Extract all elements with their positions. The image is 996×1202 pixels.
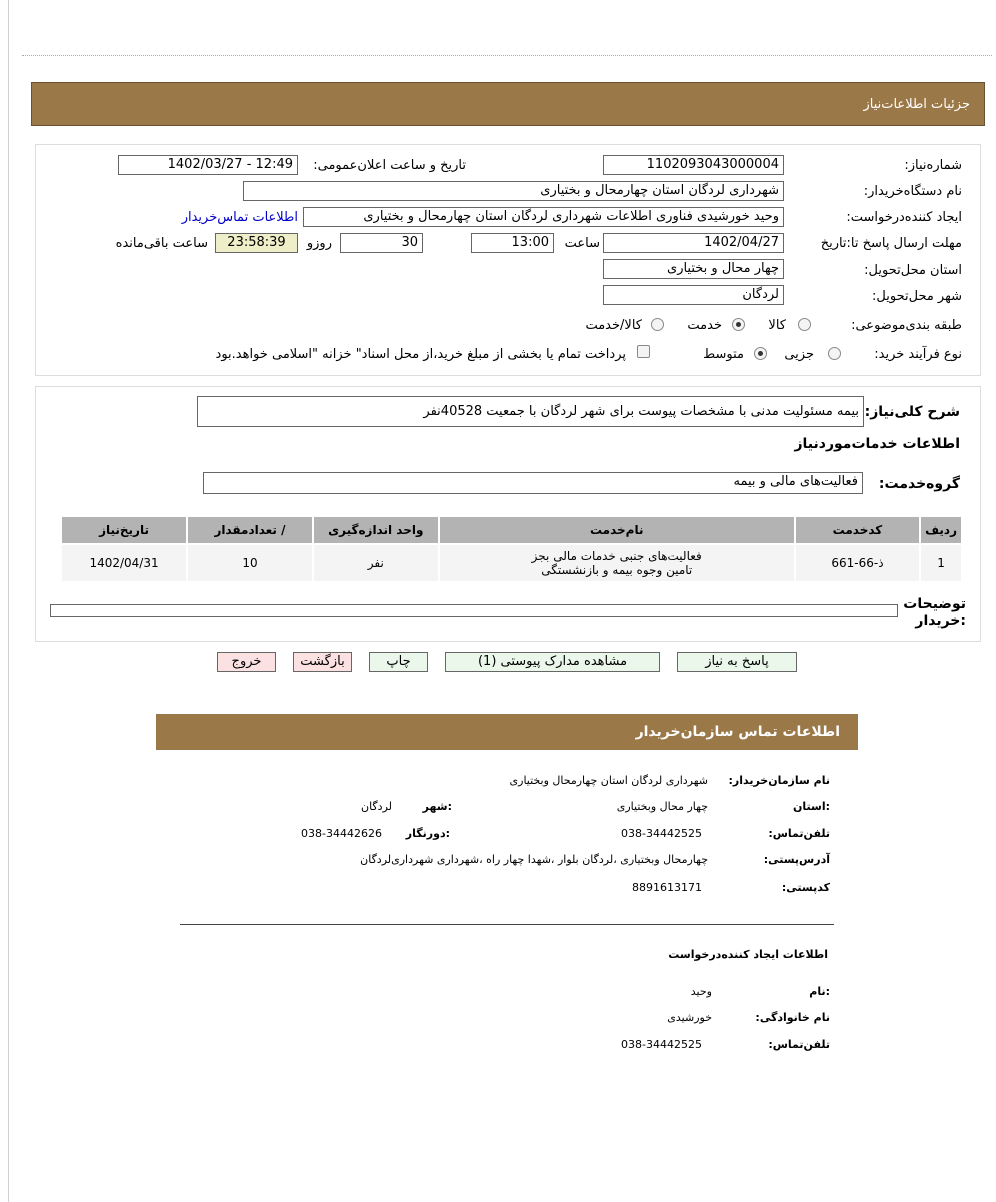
buyer-label: نام دستگاه‌خریدار: — [863, 184, 962, 199]
group-field: فعالیت‌های مالی و بیمه — [203, 472, 863, 494]
category-label: طبقه بندی‌موضوعی: — [851, 318, 962, 333]
cell-unit: نفر — [314, 545, 438, 581]
creator-name-value: وحید — [690, 985, 712, 998]
table-header-row — [62, 517, 961, 543]
buyer-contact-link[interactable]: اطلاعات تماس‌خریدار — [181, 210, 298, 225]
process-option-medium: متوسط — [703, 347, 744, 362]
reply-button[interactable]: پاسخ به نیاز — [677, 652, 797, 672]
remaining-time-field: 23:58:39 — [215, 233, 298, 253]
payment-note: پرداخت تمام یا بخشی از مبلغ خرید،از محل اسناد" خزانه "اسلامی خواهد‌.بود — [215, 347, 626, 362]
attachments-button[interactable]: مشاهده مدارک پیوستی (1) — [445, 652, 660, 672]
announce-label: تاریخ و ساعت اعلان‌عمومی: — [313, 158, 466, 173]
creator-family-label: نام خانوادگی: — [755, 1011, 830, 1024]
announce-field: 1402/03/27 - 12:49 — [118, 155, 298, 175]
phone-value: 038-34442525 — [621, 827, 702, 840]
days-label: روزو — [306, 236, 332, 251]
remaining-label: ساعت باقی‌مانده — [115, 236, 208, 251]
category-radio-service[interactable] — [732, 318, 745, 331]
cell-code: ذ-66-661 — [796, 545, 919, 581]
creator-phone-value: 038-34442525 — [621, 1038, 702, 1051]
payment-checkbox[interactable] — [637, 345, 650, 358]
category-radio-goods[interactable] — [798, 318, 811, 331]
services-title: اطلاعات خدمات‌موردنیاز — [794, 436, 960, 452]
city-contact-value: لردگان — [361, 800, 392, 813]
summary-field: بیمه مسئولیت مدنی با مشخصات پیوست برای شهر لردگان با جمعیت 40528نفر — [197, 396, 864, 427]
process-radio-minor[interactable] — [828, 347, 841, 360]
process-label: نوع فرآیند خرید: — [874, 347, 962, 362]
contact-separator — [180, 924, 834, 925]
deadline-date-field: 1402/04/27 — [603, 233, 784, 253]
address-value: چهارمحال و‌بختیاری ،لردگان بلوار ،شهدا چهار راه ،شهرداری شهرداری‌لردگان — [360, 853, 708, 866]
col-row: ردیف — [921, 517, 961, 543]
address-label: آدرس‌پستی: — [763, 853, 830, 866]
city-label: شهر محل‌تحویل: — [872, 289, 962, 304]
org-value: شهرداری لردگان استان چهارمحال وبختیاری — [509, 774, 708, 787]
city-field: لردگان — [603, 285, 784, 305]
process-radio-medium[interactable] — [754, 347, 767, 360]
dotted-divider — [22, 55, 992, 56]
deadline-time-field: 13:00 — [471, 233, 554, 253]
category-option-goods: کالا — [768, 318, 786, 333]
process-option-minor: جزیی — [784, 347, 814, 362]
services-table — [60, 515, 963, 583]
col-code: کدخدمت — [796, 517, 919, 543]
need-number-field: 1102093043000004 — [603, 155, 784, 175]
need-number-label: شماره‌نیاز: — [904, 158, 962, 173]
creator-phone-label: تلفن‌تماس: — [768, 1038, 830, 1051]
category-option-service: خدمت — [687, 318, 722, 333]
summary-label: شرح کلی‌نیاز: — [864, 404, 960, 420]
back-button[interactable]: بازگشت — [293, 652, 352, 672]
notes-label-2: :خریدار — [915, 613, 966, 629]
cell-name-line2: تامین وجوه بیمه و بازنشستگی — [541, 563, 693, 577]
province-field: چهار محال و بختیاری — [603, 259, 784, 279]
cell-name — [440, 545, 794, 581]
table-row — [62, 545, 961, 581]
notes-field — [50, 604, 898, 617]
col-date: تاریخ‌نیاز — [62, 517, 186, 543]
exit-button[interactable]: خروج — [217, 652, 276, 672]
page-header-bar — [31, 82, 985, 126]
creator-info-title: اطلاعات ایجاد کننده‌درخواست — [668, 948, 828, 961]
group-label: گروه‌خدمت: — [878, 476, 960, 492]
page-left-border — [8, 0, 9, 1202]
contact-title: اطلاعات تماس سازمان‌خریدار — [635, 724, 840, 740]
creator-label: ایجاد کننده‌درخواست: — [846, 210, 962, 225]
col-qty: / تعدادمقدار — [188, 517, 312, 543]
province-contact-label: :استان — [793, 800, 830, 813]
city-contact-label: :شهر — [422, 800, 452, 813]
province-contact-value: چهار محال وبختیاری — [616, 800, 708, 813]
category-radio-both[interactable] — [651, 318, 664, 331]
org-label: نام سازمان‌خریدار: — [728, 774, 830, 787]
cell-name-line1: فعالیت‌های جنبی خدمات مالی بجز — [531, 549, 702, 563]
creator-name-label: :نام — [809, 985, 830, 998]
need-info-panel — [35, 144, 981, 376]
fax-label: :دورنگار — [405, 827, 450, 840]
cell-qty: 10 — [188, 545, 312, 581]
col-unit: واحد اندازه‌گیری — [314, 517, 438, 543]
buyer-field: شهرداری لردگان استان چهارمحال و بختیاری — [243, 181, 784, 201]
days-field: 30 — [340, 233, 423, 253]
cell-row: 1 — [921, 545, 961, 581]
phone-label: تلفن‌تماس: — [768, 827, 830, 840]
deadline-label: مهلت ارسال پاسخ تا‌:تاریخ — [820, 236, 962, 251]
print-button[interactable]: چاپ — [369, 652, 428, 672]
creator-field: وحید خورشیدی فناوری اطلاعات شهرداری لردگان استان چهارمحال و بختیاری — [303, 207, 784, 227]
notes-label-1: توضیحات — [903, 596, 966, 612]
postal-label: کد‌پستی: — [781, 881, 830, 894]
cell-date: 1402/04/31 — [62, 545, 186, 581]
fax-value: 038-34442626 — [301, 827, 382, 840]
contact-header-bar — [156, 714, 858, 750]
deadline-time-label: ساعت — [564, 236, 600, 251]
col-name: نام‌خدمت — [440, 517, 794, 543]
postal-value: 8891613171 — [632, 881, 702, 894]
page-header-title: جزئیات اطلاعات‌نیاز — [863, 97, 970, 112]
category-option-both: کالا/خدمت — [585, 318, 642, 333]
creator-family-value: خورشیدی — [667, 1011, 712, 1024]
province-label: استان محل‌تحویل: — [864, 263, 962, 278]
